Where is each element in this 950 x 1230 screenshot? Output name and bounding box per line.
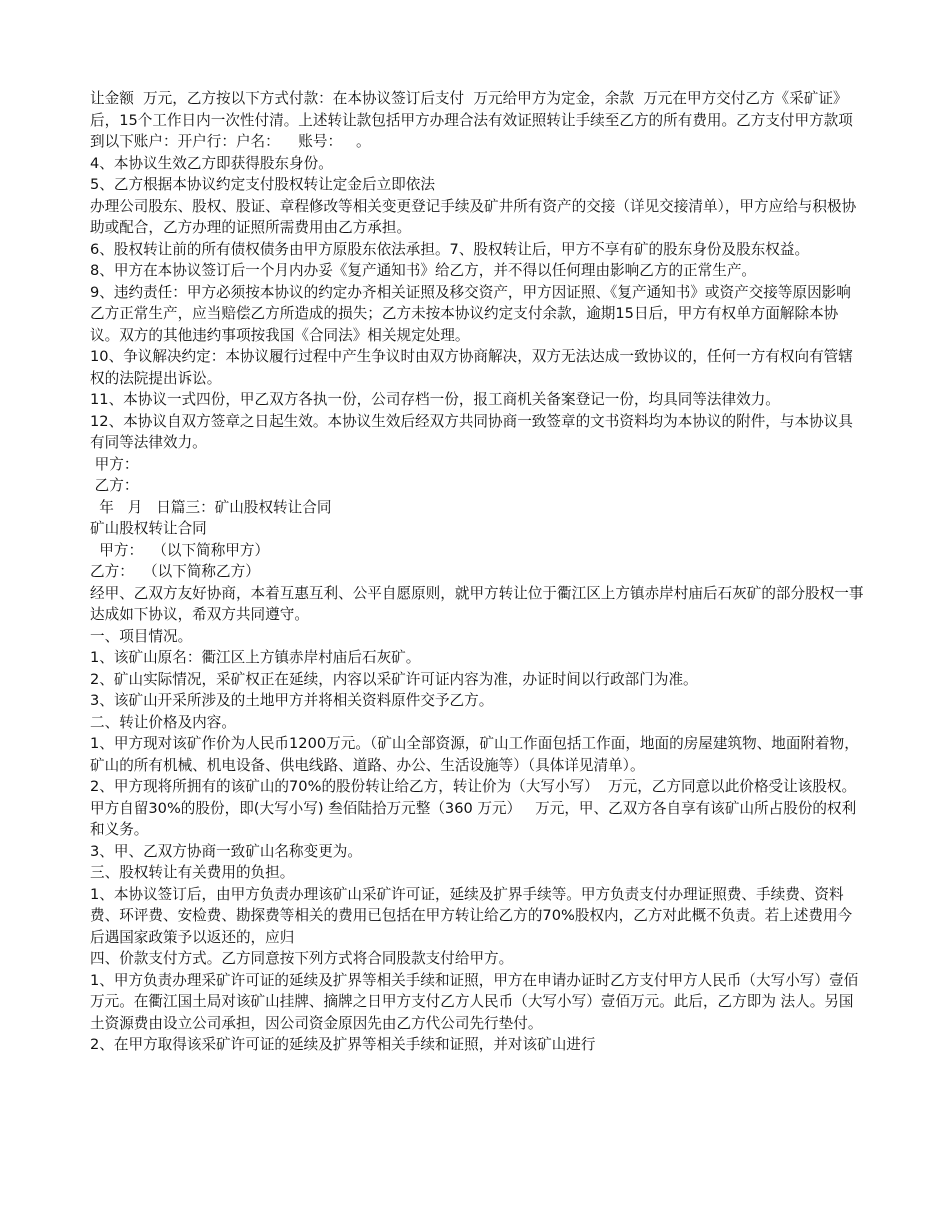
- paragraph-clause-6-7: 6、股权转让前的所有债权债务由甲方原股东依法承担。7、股权转让后，甲方不享有矿的股东身份及股东权益。: [90, 240, 810, 258]
- section-heading-4: 四、价款支付方式。乙方同意按下列方式将合同股款支付给甲方。: [90, 950, 514, 967]
- party-b-line: 乙方： （以下简称乙方）: [90, 563, 260, 580]
- paragraph-price-2: 2、甲方现将所拥有的该矿山的70%的股份转让给乙方，转让价为（大写小写） 万元，乙方同意以此价格受让该股权。甲方自留30%的股份，即(大写小写) 叁佰陆拾万元整（360 万元） 万元，甲、乙双方各自享有该矿山所占股份的权利和义务。: [90, 778, 857, 838]
- paragraph-project-3: 3、该矿山开采所涉及的土地甲方并将相关资料原件交予乙方。: [90, 692, 494, 709]
- paragraph-payment-2: 2、在甲方取得该采矿许可证的延续及扩界等相关手续和证照，并对该矿山进行: [90, 1036, 596, 1053]
- party-a-line: 甲方： （以下简称甲方）: [90, 541, 270, 559]
- signature-party-a: 甲方：: [90, 455, 139, 473]
- paragraph-payment-1: 1、甲方负责办理采矿许可证的延续及扩界等相关手续和证照，甲方在申请办证时乙方支付甲方人民币（大写小写）壹佰万元。在衢江国土局对该矿山挂牌、摘牌之日甲方支付乙方人民币（大写小写）壹佰万元。此后，乙方即为 法人。另国土资源费由设立公司承担，因公司资金原因先由乙方代公司先行垫付。: [90, 971, 859, 1032]
- section-heading-1: 一、项目情况。: [90, 627, 193, 645]
- paragraph-clause-4: 4、本协议生效乙方即获得股东身份。: [90, 154, 333, 172]
- date-and-section-title: 年 月 日篇三：矿山股权转让合同: [90, 498, 332, 516]
- section-heading-2: 二、转让价格及内容。: [90, 713, 236, 731]
- paragraph-clause-8: 8、甲方在本协议签订后一个月内办妥《复产通知书》给乙方，并不得以任何理由影响乙方的正常生产。: [90, 262, 757, 279]
- paragraph-price-1: 1、甲方现对该矿作价为人民币1200万元。（矿山全部资源，矿山工作面包括工作面，地面的房屋建筑物、地面附着物，矿山的所有机械、机电设备、供电线路、道路、办公、生活设施等）（具体详见清单）。: [90, 735, 859, 774]
- paragraph-price-3: 3、甲、乙双方协商一致矿山名称变更为。: [90, 842, 362, 860]
- paragraph-payment-terms: 让金额 万元，乙方按以下方式付款：在本协议签订后支付 万元给甲方为定金，余款 万元在甲方交付乙方《采矿证》后，15个工作日内一次性付清。上述转让款包括甲方办理合法有效证照转让手续至乙方的所有费用。乙方支付甲方款项到以下账户：开户行：户名： 账号： 。: [90, 90, 853, 150]
- section-heading-3: 三、股权转让有关费用的负担。: [90, 864, 295, 881]
- paragraph-clause-9: 9、违约责任：甲方必须按本协议的约定办齐相关证照及移交资产，甲方因证照、《复产通知书》或资产交接等原因影响乙方正常生产，应当赔偿乙方所造成的损失；乙方未按本协议约定支付余款，逾期15日后，甲方有权单方面解除本协议。双方的其他违约事项按我国《合同法》相关规定处理。: [90, 283, 851, 344]
- paragraph-fees-1: 1、本协议签订后，由甲方负责办理该矿山采矿许可证，延续及扩界手续等。甲方负责支付办理证照费、手续费、资料费、环评费、安检费、勘探费等相关的费用已包括在甲方转让给乙方的70%股权内，乙方对此概不负责。若上述费用今后遇国家政策予以返还的，应归: [90, 885, 853, 946]
- paragraph-preamble: 经甲、乙双方友好协商，本着互惠互利、公平自愿原则，就甲方转让位于衢江区上方镇赤岸村庙后石灰矿的部分股权一事达成如下协议，希双方共同遵守。: [90, 584, 864, 623]
- paragraph-clause-5-cont: 办理公司股东、股权、股证、章程修改等相关变更登记手续及矿井所有资产的交接（详见交接清单），甲方应给与积极协助或配合，乙方办理的证照所需费用由乙方承担。: [90, 197, 857, 236]
- paragraph-clause-12: 12、本协议自双方签章之日起生效。本协议生效后经双方共同协商一致签章的文书资料均为本协议的附件，与本协议具有同等法律效力。: [90, 412, 853, 451]
- paragraph-project-1: 1、该矿山原名：衢江区上方镇赤岸村庙后石灰矿。: [90, 649, 421, 666]
- document-body: [90, 88, 865, 1056]
- paragraph-clause-11: 11、本协议一式四份，甲乙双方各执一份，公司存档一份，报工商机关备案登记一份，均具同等法律效力。: [90, 391, 780, 408]
- paragraph-project-2: 2、矿山实际情况，采矿权正在延续，内容以采矿许可证内容为准，办证时间以行政部门为准。: [90, 670, 698, 688]
- contract-title: 矿山股权转让合同: [90, 520, 207, 537]
- paragraph-clause-10: 10、争议解决约定：本协议履行过程中产生争议时由双方协商解决，双方无法达成一致协议的，任何一方有权向有管辖权的法院提出诉讼。: [90, 348, 853, 387]
- paragraph-clause-5: 5、乙方根据本协议约定支付股权转让定金后立即依法: [90, 176, 435, 193]
- signature-party-b: 乙方：: [90, 477, 139, 494]
